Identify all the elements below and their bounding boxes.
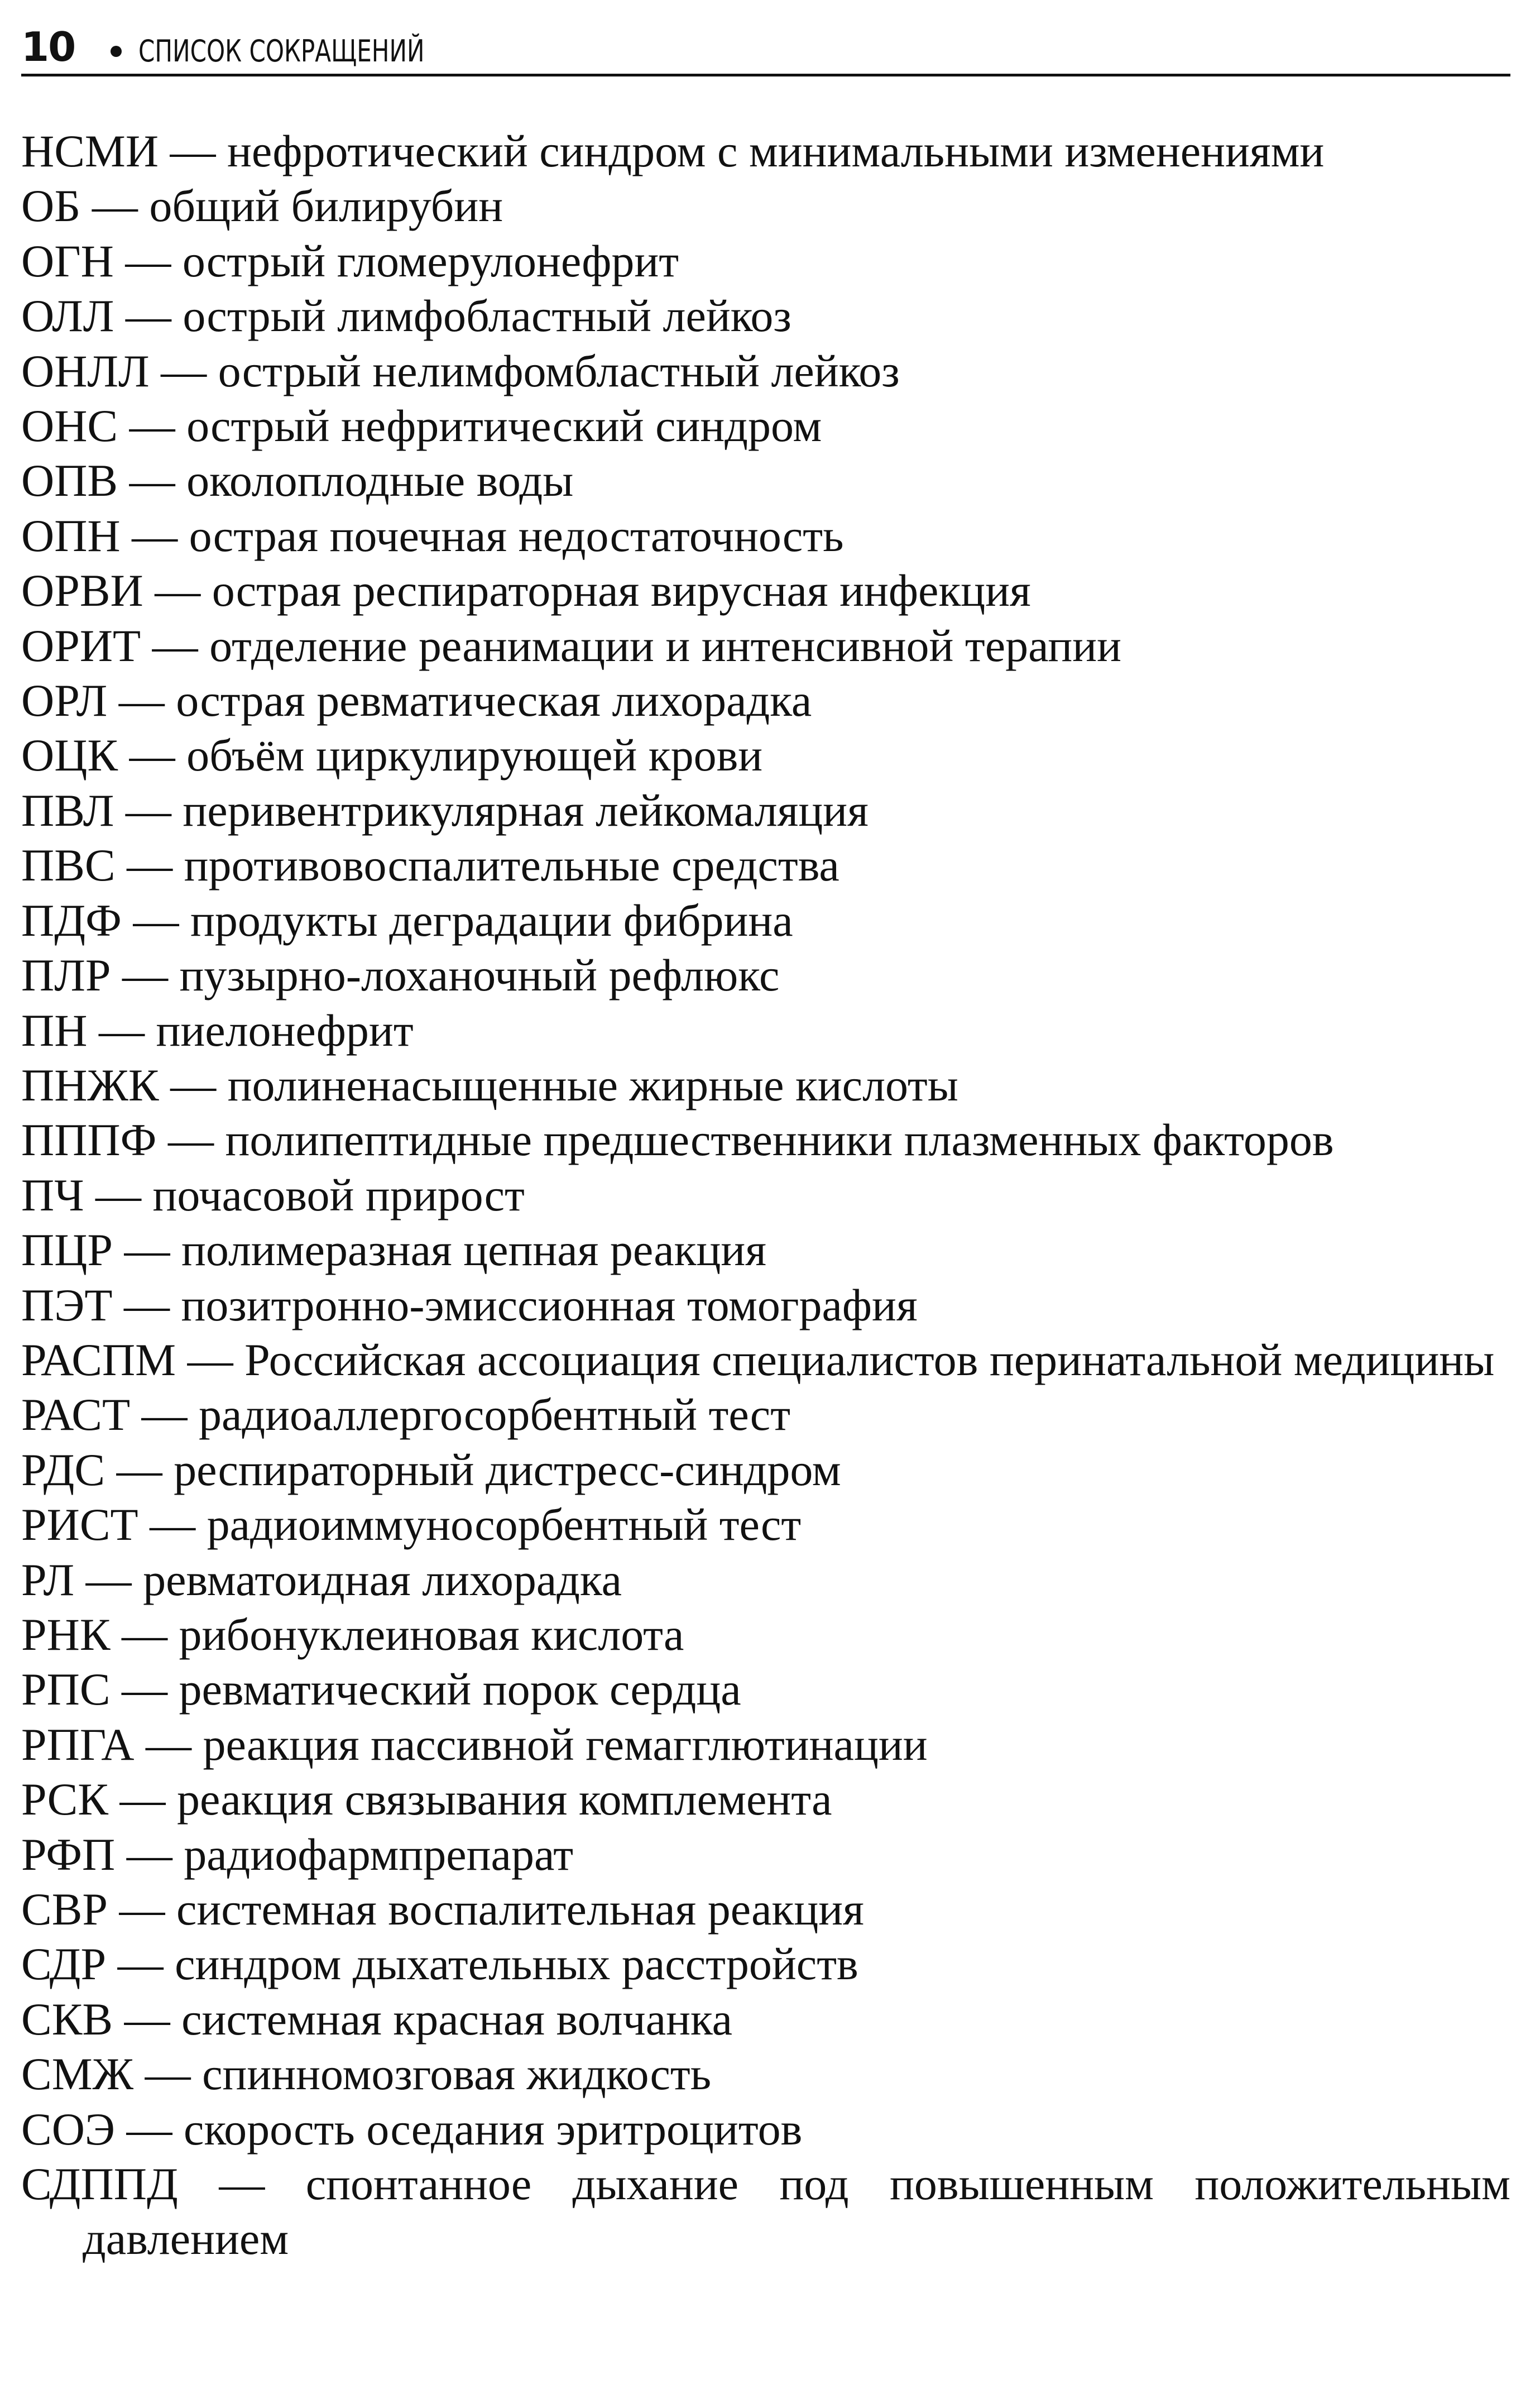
separator-dash: — bbox=[127, 840, 173, 891]
definition: позитронно-эмиссионная томография bbox=[181, 1279, 918, 1330]
abbreviation-entry bbox=[21, 1772, 1510, 1827]
definition: почасовой прирост bbox=[152, 1169, 525, 1220]
abbreviation-entry bbox=[21, 1937, 1510, 1992]
separator-dash: — bbox=[187, 1334, 233, 1385]
abbreviation-entry bbox=[21, 1333, 1510, 1387]
abbreviation: ПЭТ bbox=[21, 1279, 113, 1330]
definition: общий билирубин bbox=[149, 180, 503, 232]
abbreviation: ОБ bbox=[21, 180, 81, 232]
definition: нефротический синдром с минимальными изменениями bbox=[227, 126, 1325, 176]
definition: перивентрикулярная лейкомаляция bbox=[183, 784, 869, 836]
abbreviation: РНК bbox=[21, 1609, 111, 1660]
abbreviation-entry bbox=[21, 124, 1510, 179]
separator-dash: — bbox=[126, 2103, 172, 2155]
definition: радиофармпрепарат bbox=[184, 1828, 574, 1880]
definition: ревматический порок сердца bbox=[179, 1664, 741, 1715]
abbreviation: РПГА bbox=[21, 1718, 135, 1770]
abbreviation-entry bbox=[21, 2102, 1510, 2157]
abbreviation: ОРВИ bbox=[21, 565, 143, 616]
abbreviation: СВР bbox=[21, 1884, 108, 1935]
abbreviation-entry bbox=[21, 893, 1510, 948]
abbreviation-entry bbox=[21, 1882, 1510, 1937]
definition: объём циркулирующей крови bbox=[186, 730, 763, 781]
abbreviation-entry bbox=[21, 2157, 1510, 2267]
separator-dash: — bbox=[124, 1224, 170, 1276]
abbreviation-entry bbox=[21, 1607, 1510, 1662]
definition: реакция связывания комплемента bbox=[177, 1774, 832, 1825]
abbreviation: ОРЛ bbox=[21, 675, 108, 726]
abbreviation: РДС bbox=[21, 1444, 105, 1495]
separator-dash: — bbox=[155, 565, 201, 616]
abbreviation: ПЛР bbox=[21, 950, 111, 1001]
definition: рибонуклеиновая кислота bbox=[179, 1609, 684, 1660]
abbreviation: ОПВ bbox=[21, 455, 118, 506]
definition: системная воспалительная реакция bbox=[176, 1884, 864, 1935]
separator-dash: — bbox=[150, 1499, 196, 1550]
abbreviation-entry bbox=[21, 1113, 1510, 1167]
separator-dash: — bbox=[146, 1718, 192, 1770]
separator-dash: — bbox=[152, 620, 198, 671]
abbreviation-entry bbox=[21, 1058, 1510, 1113]
definition: острый нелимфомбластный лейкоз bbox=[218, 345, 900, 396]
separator-dash: — bbox=[125, 235, 171, 286]
separator-dash: — bbox=[122, 1664, 168, 1715]
separator-dash: — bbox=[141, 1389, 188, 1440]
definition: острый лимфобластный лейкоз bbox=[183, 290, 791, 342]
abbreviation: ОНЛЛ bbox=[21, 345, 150, 396]
separator-dash: — bbox=[167, 1114, 214, 1166]
abbreviation-entry bbox=[21, 344, 1510, 399]
abbreviation: ПН bbox=[21, 1004, 88, 1056]
abbreviation: СМЖ bbox=[21, 2048, 134, 2100]
abbreviation-entry bbox=[21, 234, 1510, 289]
definition: респираторный дистресс-синдром bbox=[174, 1444, 841, 1495]
abbreviation: РПС bbox=[21, 1664, 111, 1715]
separator-dash: — bbox=[129, 730, 175, 781]
abbreviation-entry bbox=[21, 1223, 1510, 1277]
definition: Российская ассоциация специалистов перинатальной медицины bbox=[244, 1334, 1495, 1385]
separator-dash: — bbox=[129, 400, 175, 452]
abbreviation-entry bbox=[21, 453, 1510, 508]
abbreviation-entry bbox=[21, 179, 1510, 233]
abbreviation: РАСТ bbox=[21, 1389, 131, 1440]
definition: системная красная волчанка bbox=[181, 1993, 733, 2045]
separator-dash: — bbox=[133, 894, 179, 946]
page-number: 10 bbox=[21, 23, 75, 70]
running-title: СПИСОК СОКРАЩЕНИЙ bbox=[138, 33, 425, 69]
abbreviation: СДР bbox=[21, 1938, 107, 1990]
definition: острая ревматическая лихорадка bbox=[176, 675, 812, 726]
abbreviation-entry bbox=[21, 1497, 1510, 1552]
separator-dash: — bbox=[170, 1059, 217, 1110]
separator-dash: — bbox=[117, 1938, 164, 1990]
abbreviation-entry bbox=[21, 399, 1510, 453]
abbreviation: СДППД bbox=[21, 2158, 178, 2210]
separator-dash: — bbox=[119, 1774, 166, 1825]
abbreviation: РЛ bbox=[21, 1554, 75, 1605]
abbreviation: ОПН bbox=[21, 510, 121, 561]
page-header bbox=[21, 22, 1510, 76]
definition: пиелонефрит bbox=[156, 1004, 414, 1056]
abbreviation: СОЭ bbox=[21, 2103, 116, 2155]
definition: синдром дыхательных расстройств bbox=[175, 1938, 858, 1990]
separator-dash: — bbox=[95, 1169, 142, 1220]
separator-dash: — bbox=[92, 180, 138, 232]
definition: острый нефритический синдром bbox=[186, 400, 822, 452]
definition: продукты деградации фибрина bbox=[190, 894, 793, 946]
abbreviation: ПВС bbox=[21, 840, 116, 891]
abbreviation-entry bbox=[21, 1168, 1510, 1223]
definition: радиоаллергосорбентный тест bbox=[199, 1389, 791, 1440]
separator-dash: — bbox=[125, 784, 171, 836]
abbreviation-entry bbox=[21, 1992, 1510, 2047]
abbreviation-list bbox=[21, 124, 1510, 2267]
abbreviation-entry bbox=[21, 1003, 1510, 1058]
abbreviation-entry bbox=[21, 1827, 1510, 1882]
abbreviation: ПППФ bbox=[21, 1114, 157, 1166]
abbreviation-entry bbox=[21, 1717, 1510, 1772]
definition: острая почечная недостаточность bbox=[189, 510, 844, 561]
definition: скорость оседания эритроцитов bbox=[184, 2103, 803, 2155]
abbreviation-entry bbox=[21, 783, 1510, 838]
bullet-icon bbox=[111, 46, 122, 57]
separator-dash: — bbox=[129, 455, 175, 506]
abbreviation: РАСПМ bbox=[21, 1334, 176, 1385]
separator-dash: — bbox=[122, 1609, 168, 1660]
definition: ревматоидная лихорадка bbox=[143, 1554, 622, 1605]
separator-dash: — bbox=[116, 1444, 162, 1495]
abbreviation: РФП bbox=[21, 1828, 116, 1880]
definition: полимеразная цепная реакция bbox=[181, 1224, 766, 1276]
abbreviation: НСМИ bbox=[21, 126, 159, 176]
abbreviation-entry bbox=[21, 673, 1510, 728]
separator-dash: — bbox=[219, 2158, 265, 2210]
abbreviation: ПЧ bbox=[21, 1169, 84, 1220]
separator-dash: — bbox=[123, 1279, 170, 1330]
abbreviation: ПДФ bbox=[21, 894, 122, 946]
separator-dash: — bbox=[145, 2048, 191, 2100]
abbreviation-entry bbox=[21, 728, 1510, 783]
abbreviation-entry bbox=[21, 1662, 1510, 1717]
abbreviation: РИСТ bbox=[21, 1499, 138, 1550]
definition: спинномозговая жидкость bbox=[202, 2048, 712, 2100]
definition: спонтанное дыхание под повышенным положительным давлением bbox=[83, 2158, 1511, 2265]
separator-dash: — bbox=[126, 1828, 172, 1880]
definition: радиоиммуносорбентный тест bbox=[207, 1499, 802, 1550]
abbreviation: ОРИТ bbox=[21, 620, 141, 671]
abbreviation: ПЦР bbox=[21, 1224, 113, 1276]
abbreviation: РСК bbox=[21, 1774, 108, 1825]
separator-dash: — bbox=[122, 950, 168, 1001]
abbreviation: СКВ bbox=[21, 1993, 113, 2045]
abbreviation-entry bbox=[21, 563, 1510, 618]
abbreviation-entry bbox=[21, 948, 1510, 1003]
separator-dash: — bbox=[124, 1993, 170, 2045]
abbreviation-entry bbox=[21, 1278, 1510, 1333]
abbreviation-entry bbox=[21, 619, 1510, 673]
abbreviation-entry bbox=[21, 1387, 1510, 1442]
abbreviation: ОЦК bbox=[21, 730, 118, 781]
definition: противовоспалительные средства bbox=[184, 840, 839, 891]
definition: острая респираторная вирусная инфекция bbox=[212, 565, 1031, 616]
abbreviation-entry bbox=[21, 509, 1510, 563]
definition: полипептидные предшественники плазменных факторов bbox=[225, 1114, 1334, 1166]
separator-dash: — bbox=[161, 345, 207, 396]
definition: пузырно-лоханочный рефлюкс bbox=[179, 950, 780, 1001]
separator-dash: — bbox=[119, 1884, 165, 1935]
abbreviation: ОГН bbox=[21, 235, 114, 286]
separator-dash: — bbox=[125, 290, 171, 342]
definition: острый гломерулонефрит bbox=[182, 235, 679, 286]
separator-dash: — bbox=[170, 126, 216, 176]
abbreviation-entry bbox=[21, 2047, 1510, 2101]
abbreviation-entry bbox=[21, 1553, 1510, 1607]
abbreviation-entry bbox=[21, 1443, 1510, 1497]
separator-dash: — bbox=[85, 1554, 132, 1605]
abbreviation: ПВЛ bbox=[21, 784, 114, 836]
abbreviation: ОНС bbox=[21, 400, 118, 452]
abbreviation: ПНЖК bbox=[21, 1059, 159, 1110]
definition: реакция пассивной гемагглютинации bbox=[203, 1718, 928, 1770]
separator-dash: — bbox=[98, 1004, 145, 1056]
separator-dash: — bbox=[118, 675, 165, 726]
definition: околоплодные воды bbox=[186, 455, 574, 506]
abbreviation: ОЛЛ bbox=[21, 290, 114, 342]
separator-dash: — bbox=[132, 510, 178, 561]
definition: отделение реанимации и интенсивной терапии bbox=[209, 620, 1122, 671]
abbreviation-entry bbox=[21, 289, 1510, 343]
abbreviation-entry bbox=[21, 838, 1510, 893]
definition: полиненасыщенные жирные кислоты bbox=[227, 1059, 958, 1110]
